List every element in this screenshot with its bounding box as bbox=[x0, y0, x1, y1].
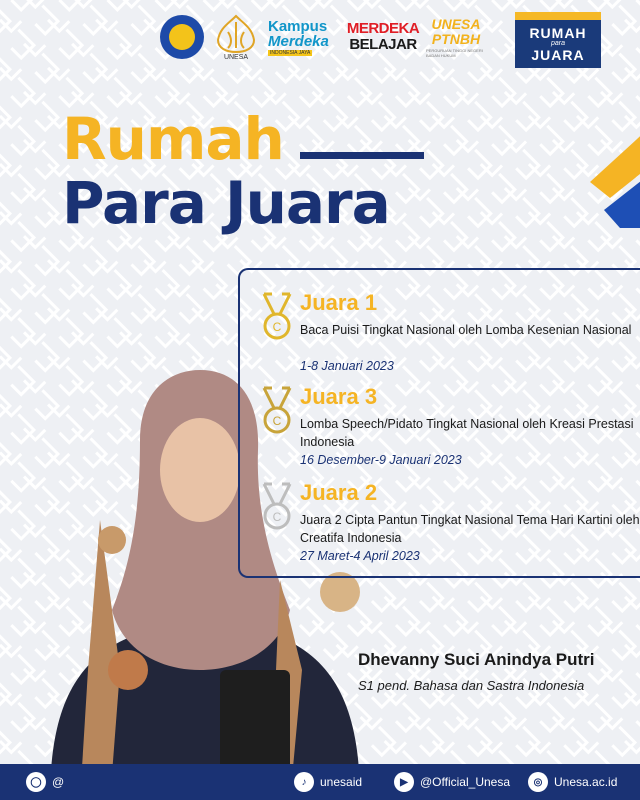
achievement-date: 16 Desember-9 Januari 2023 bbox=[300, 453, 462, 467]
ptnbh-line1: UNESA bbox=[431, 15, 481, 32]
footer-bar bbox=[0, 764, 640, 800]
website-url: Unesa.ac.id bbox=[554, 775, 618, 789]
corner-chevron-decoration bbox=[590, 118, 640, 228]
kampus-merdeka-logo bbox=[268, 14, 340, 60]
badge-line3: JUARA bbox=[531, 47, 585, 63]
bronze-medal-icon bbox=[260, 386, 294, 438]
achievement-date: 1-8 Januari 2023 bbox=[300, 359, 394, 373]
silver-medal-icon bbox=[260, 482, 294, 534]
instagram-icon: ◯ bbox=[26, 772, 46, 792]
ptnbh-line2: PTNBH bbox=[431, 30, 481, 47]
achievement-rank: Juara 1 bbox=[300, 290, 378, 315]
youtube-handle: @Official_Unesa bbox=[420, 775, 510, 789]
achievements-panel bbox=[238, 268, 640, 578]
rumah-para-juara-badge bbox=[515, 12, 601, 68]
achievement-rank: Juara 2 bbox=[300, 480, 378, 505]
unesa-ptnbh-logo bbox=[426, 14, 486, 60]
partner-logos bbox=[160, 14, 486, 60]
gold-medal-icon bbox=[260, 292, 294, 344]
achievement-description: Juara 2 Cipta Pantun Tingkat Nasional Tema Hari Kartini oleh Creatifa Indonesia bbox=[300, 513, 640, 545]
merdeka-belajar-line2: BELAJAR bbox=[349, 36, 417, 53]
achievement-rank: Juara 3 bbox=[300, 384, 378, 409]
youtube-link[interactable] bbox=[394, 764, 510, 800]
achievement-date: 27 Maret-4 April 2023 bbox=[300, 549, 420, 563]
ptnbh-line3: PERGURUAN TINGGI NEGERI BADAN HUKUM bbox=[426, 47, 483, 58]
tiktok-icon: ♪ bbox=[294, 772, 314, 792]
youtube-icon: ▶ bbox=[394, 772, 414, 792]
achievement-description: Baca Puisi Tingkat Nasional oleh Lomba Kesenian Nasional bbox=[300, 323, 632, 337]
tut-wuri-handayani-logo bbox=[160, 14, 204, 60]
winner-name: Dhevanny Suci Anindya Putri bbox=[358, 650, 595, 669]
winner-program: S1 pend. Bahasa dan Sastra Indonesia bbox=[358, 678, 585, 693]
svg-text:C: C bbox=[272, 320, 282, 334]
achievement-description: Lomba Speech/Pidato Tingkat Nasional oleh Kreasi Prestasi Indonesia bbox=[300, 417, 634, 449]
title-line1: Rumah bbox=[62, 105, 284, 173]
tiktok-handle: unesaid bbox=[320, 775, 363, 789]
merdeka-belajar-line1: MERDEKA bbox=[346, 20, 420, 37]
kampus-merdeka-line3: INDONESIA JAYA bbox=[270, 49, 311, 56]
unesa-logo bbox=[214, 14, 258, 60]
svg-text:C: C bbox=[272, 510, 282, 524]
globe-icon: ◎ bbox=[528, 772, 548, 792]
title-underline bbox=[300, 152, 424, 159]
merdeka-belajar-logo bbox=[346, 14, 420, 60]
kampus-merdeka-line2: Merdeka bbox=[268, 32, 329, 50]
instagram-handle: @ bbox=[52, 775, 65, 789]
tiktok-link[interactable] bbox=[294, 764, 362, 800]
badge-line1: RUMAH bbox=[529, 25, 587, 41]
instagram-link[interactable] bbox=[26, 764, 64, 800]
website-link[interactable] bbox=[528, 764, 617, 800]
kampus-merdeka-line1: Kampus bbox=[268, 17, 328, 35]
unesa-logo-caption: UNESA bbox=[223, 54, 249, 60]
svg-text:C: C bbox=[272, 414, 282, 428]
badge-line2: para bbox=[550, 40, 565, 47]
title-line2: Para Juara bbox=[62, 169, 390, 237]
